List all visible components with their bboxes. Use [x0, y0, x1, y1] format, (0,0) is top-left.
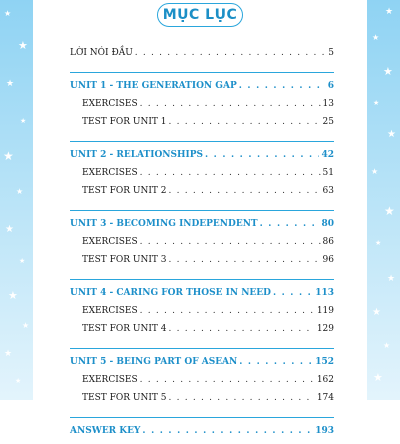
toc-entry-label: TEST FOR UNIT 2	[82, 186, 167, 196]
toc-entry-page: 86	[322, 237, 334, 247]
dot-leader	[140, 237, 321, 247]
toc-unit-entry	[70, 81, 334, 99]
star-icon: ★	[387, 274, 396, 284]
toc-unit-entry	[70, 150, 334, 168]
section-divider	[70, 210, 334, 211]
dot-leader	[142, 426, 313, 436]
star-icon: ★	[372, 307, 381, 318]
toc-entry-page: 51	[322, 168, 334, 178]
toc-entry-page: 80	[321, 219, 334, 229]
toc-entry-label: ANSWER KEY	[70, 426, 141, 436]
toc-entry-label: EXERCISES	[82, 237, 138, 247]
star-icon: ★	[372, 33, 380, 42]
star-icon: ★	[375, 239, 382, 247]
toc-entry-label: EXERCISES	[82, 168, 138, 178]
toc-entry-label: UNIT 2 - RELATIONSHIPS	[70, 150, 203, 160]
toc-entry-label: EXERCISES	[82, 306, 138, 316]
table-of-contents	[70, 48, 334, 444]
dot-leader	[140, 306, 315, 316]
toc-entry-page: 162	[316, 375, 334, 385]
toc-entry-label: UNIT 1 - THE GENERATION GAP	[70, 81, 237, 91]
toc-entry	[70, 255, 334, 273]
toc-entry	[70, 375, 334, 393]
dot-leader	[140, 168, 321, 178]
toc-entry-label: TEST FOR UNIT 4	[82, 324, 167, 334]
section-divider	[70, 348, 334, 349]
toc-entry	[70, 186, 334, 204]
star-icon: ★	[373, 371, 383, 384]
star-icon: ★	[385, 7, 394, 17]
toc-entry-label: TEST FOR UNIT 1	[82, 117, 167, 127]
toc-entry-label: EXERCISES	[82, 375, 138, 385]
toc-entry	[70, 306, 334, 324]
toc-entry	[70, 324, 334, 342]
dot-leader	[239, 81, 326, 91]
toc-entry-label: EXERCISES	[82, 99, 138, 109]
star-icon: ★	[387, 129, 396, 140]
star-icon: ★	[5, 224, 14, 235]
toc-entry-label: TEST FOR UNIT 3	[82, 255, 167, 265]
star-icon: ★	[22, 321, 30, 330]
left-decorative-border	[0, 0, 33, 400]
toc-unit-entry	[70, 288, 334, 306]
star-icon: ★	[4, 349, 13, 359]
page-title: MỤC LỤC	[162, 7, 238, 23]
toc-entry-page: 25	[322, 117, 334, 127]
star-icon: ★	[6, 79, 15, 89]
star-icon: ★	[383, 341, 391, 350]
dot-leader	[273, 288, 313, 298]
toc-entry	[70, 393, 334, 411]
toc-entry	[70, 48, 334, 66]
dot-leader	[168, 324, 314, 334]
toc-unit-entry	[70, 357, 334, 375]
dot-leader	[168, 186, 320, 196]
toc-entry-page: 152	[315, 357, 334, 367]
toc-entry-page: 129	[316, 324, 334, 334]
star-icon: ★	[371, 167, 379, 176]
toc-entry-page: 119	[316, 306, 334, 316]
dot-leader	[168, 393, 314, 403]
toc-entry-page: 13	[322, 99, 334, 109]
star-icon: ★	[4, 9, 12, 18]
star-icon: ★	[384, 204, 395, 218]
star-icon: ★	[20, 117, 27, 125]
toc-entry-page: 96	[322, 255, 334, 265]
section-divider	[70, 72, 334, 73]
toc-entry-page: 42	[321, 150, 334, 160]
star-icon: ★	[8, 289, 18, 302]
star-icon: ★	[3, 149, 14, 163]
toc-unit-entry	[70, 219, 334, 237]
toc-entry-page: 193	[315, 426, 334, 436]
toc-entry-label: LỜI NÓI ĐẦU	[70, 48, 133, 58]
toc-entry-page: 174	[316, 393, 334, 403]
toc-entry	[70, 237, 334, 255]
title-badge	[157, 3, 243, 27]
star-icon: ★	[383, 65, 393, 78]
toc-entry	[70, 117, 334, 135]
dot-leader	[140, 375, 315, 385]
section-divider	[70, 141, 334, 142]
section-divider	[70, 417, 334, 418]
toc-entry-label: UNIT 4 - CARING FOR THOSE IN NEED	[70, 288, 271, 298]
star-icon: ★	[15, 377, 22, 385]
toc-entry-page: 63	[322, 186, 334, 196]
star-icon: ★	[16, 187, 24, 196]
right-decorative-border	[367, 0, 400, 400]
dot-leader	[168, 255, 320, 265]
toc-entry-page: 113	[315, 288, 334, 298]
dot-leader	[135, 48, 326, 58]
dot-leader	[140, 99, 321, 109]
section-divider	[70, 279, 334, 280]
toc-entry-page: 5	[328, 48, 334, 58]
dot-leader	[205, 150, 319, 160]
toc-entry-label: UNIT 3 - BECOMING INDEPENDENT	[70, 219, 258, 229]
toc-entry-label: TEST FOR UNIT 5	[82, 393, 167, 403]
star-icon: ★	[373, 99, 380, 107]
dot-leader	[168, 117, 320, 127]
star-icon: ★	[19, 257, 26, 265]
toc-entry	[70, 168, 334, 186]
dot-leader	[239, 357, 313, 367]
star-icon: ★	[18, 39, 28, 52]
toc-entry	[70, 99, 334, 117]
toc-entry-label: UNIT 5 - BEING PART OF ASEAN	[70, 357, 238, 367]
dot-leader	[260, 219, 320, 229]
toc-unit-entry	[70, 426, 334, 444]
toc-entry-page: 6	[327, 81, 334, 91]
